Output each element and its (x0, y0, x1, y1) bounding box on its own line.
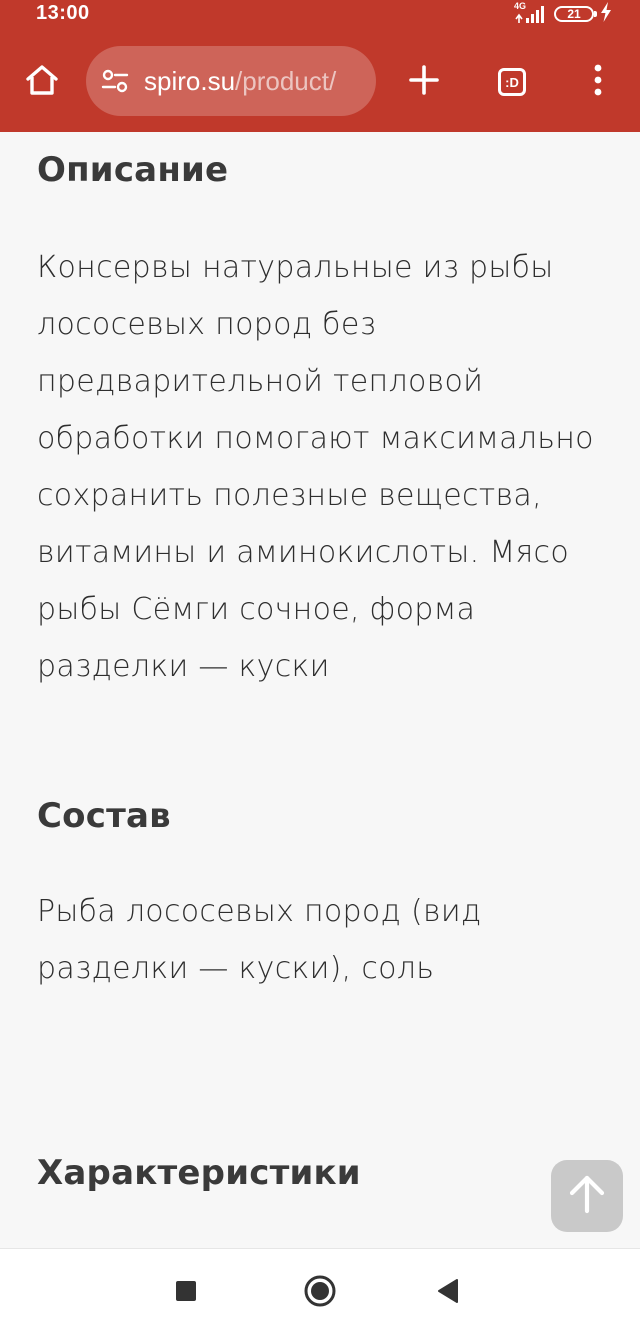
triangle-back-icon (436, 1278, 460, 1308)
browser-chrome (0, 0, 640, 132)
back-button[interactable] (428, 1273, 468, 1313)
plus-icon (409, 65, 439, 99)
charging-icon (600, 2, 612, 26)
arrow-up-icon (568, 1174, 606, 1218)
section-text-description: Консервы натуральные из рыбы лососевых пород без предварительной тепловой обработки помогают максимально сохранить полезные вещества, витамины и аминокислоты. Мясо рыбы Сёмги сочное, форма разделки — куски (37, 250, 594, 684)
battery-icon (554, 6, 594, 22)
section-heading-characteristics: Характеристики (37, 1153, 361, 1193)
browser-toolbar (0, 40, 640, 124)
tab-switcher-icon (498, 68, 526, 96)
new-tab-button[interactable] (400, 58, 448, 106)
section-heading-description: Описание (37, 150, 229, 190)
tab-count-label: :D (505, 74, 519, 90)
url-text (144, 66, 336, 97)
home-nav-button[interactable] (300, 1273, 340, 1313)
url-domain: spiro.su (144, 65, 236, 96)
circle-icon (303, 1274, 337, 1312)
status-bar (0, 0, 640, 30)
battery-level: 21 (567, 7, 581, 21)
scroll-to-top-button[interactable] (551, 1160, 623, 1232)
more-menu-button[interactable] (574, 58, 622, 106)
more-vert-icon (593, 64, 603, 100)
status-icons (514, 3, 612, 25)
home-icon (24, 62, 60, 102)
address-bar[interactable] (86, 46, 376, 116)
network-type-label: 4G (514, 1, 527, 11)
recents-button[interactable] (166, 1273, 206, 1313)
tab-switcher-button[interactable] (488, 60, 536, 104)
url-path: /product/ (235, 65, 337, 96)
section-text-composition: Рыба лососевых пород (вид разделки — куски), соль (37, 894, 482, 986)
page-content (0, 132, 640, 1248)
signal-icon (514, 3, 548, 25)
tune-icon[interactable] (100, 66, 130, 96)
system-nav-bar (0, 1248, 640, 1335)
square-icon (175, 1280, 197, 1306)
home-button[interactable] (18, 58, 66, 106)
section-heading-composition: Состав (37, 796, 171, 836)
status-time: 13:00 (36, 2, 90, 24)
